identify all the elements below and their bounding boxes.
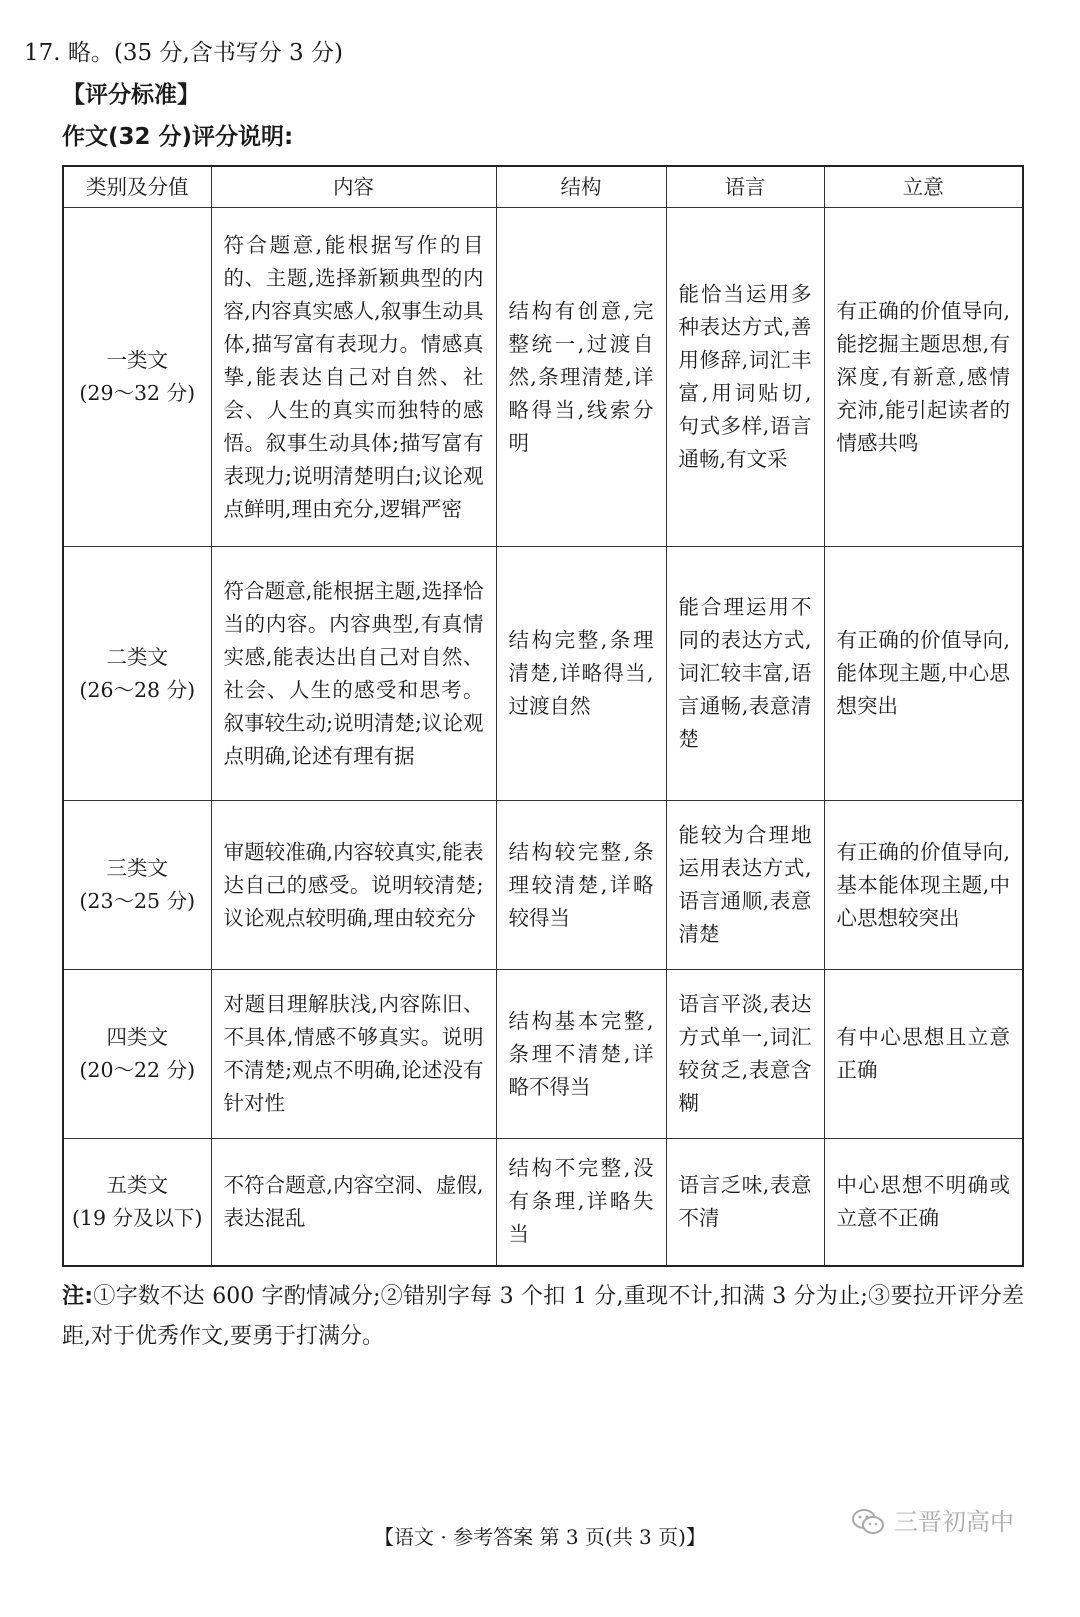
content-cell: 符合题意,能根据写作的目的、主题,选择新颖典型的内容,内容真实感人,叙事生动具体,描写富有表现力。情感真挚,能表达自己对自然、社会、人生的真实而独特的感悟。叙事生动具体;描写富有表现力;说明清楚明白;议论观点鲜明,理由充分,逻辑严密	[211, 208, 496, 547]
theme-cell: 有中心思想且立意正确	[824, 970, 1023, 1139]
category-score: (19 分及以下)	[71, 1205, 203, 1230]
header-language: 语言	[666, 166, 824, 208]
category-score: (29～32 分)	[79, 381, 196, 405]
table-row	[63, 801, 1023, 970]
question-line: 17. 略。(35 分,含书写分 3 分)	[24, 40, 343, 66]
category-name: 二类文	[106, 644, 168, 669]
table-row	[63, 1139, 1023, 1266]
category-score: (23～25 分)	[79, 889, 196, 913]
language-cell: 能恰当运用多种表达方式,善用修辞,词汇丰富,用词贴切,句式多样,语言通畅,有文采	[666, 208, 824, 547]
theme-cell: 有正确的价值导向,能挖掘主题思想,有深度,有新意,感情充沛,能引起读者的情感共鸣	[824, 208, 1023, 547]
scoring-note	[62, 1277, 1024, 1357]
header-content: 内容	[211, 166, 496, 208]
table-row	[63, 208, 1023, 547]
category-cell	[63, 208, 211, 547]
note-label: 注:	[62, 1284, 94, 1309]
category-cell	[63, 970, 211, 1139]
header-structure: 结构	[496, 166, 666, 208]
language-cell: 语言平淡,表达方式单一,词汇较贫乏,表意含糊	[666, 970, 824, 1139]
category-cell	[63, 801, 211, 970]
content-cell: 对题目理解肤浅,内容陈旧、不具体,情感不够真实。说明不清楚;观点不明确,论述没有针对性	[211, 970, 496, 1139]
category-name: 一类文	[106, 348, 168, 372]
structure-cell: 结构基本完整,条理不清楚,详略不得当	[496, 970, 666, 1139]
structure-cell: 结构有创意,完整统一,过渡自然,条理清楚,详略得当,线索分明	[496, 208, 666, 547]
watermark-text: 三晋初高中	[894, 1508, 1014, 1536]
scoring-standard-title: 【评分标准】	[62, 82, 200, 108]
header-category: 类别及分值	[63, 166, 211, 208]
language-cell: 能较为合理地运用表达方式,语言通顺,表意清楚	[666, 801, 824, 970]
essay-scoring-title: 作文(32 分)评分说明:	[62, 124, 294, 150]
category-name: 三类文	[106, 856, 168, 880]
content-cell: 不符合题意,内容空洞、虚假,表达混乱	[211, 1139, 496, 1266]
theme-cell: 中心思想不明确或立意不正确	[824, 1139, 1023, 1266]
table-row	[63, 970, 1023, 1139]
structure-cell: 结构不完整,没有条理,详略失当	[496, 1139, 666, 1266]
category-cell	[63, 1139, 211, 1266]
note-text: ①字数不达 600 字酌情减分;②错别字每 3 个扣 1 分,重现不计,扣满 3 分为止;③要拉开评分差距,对于优秀作文,要勇于打满分。	[62, 1284, 1024, 1349]
header-theme: 立意	[824, 166, 1023, 208]
table-header-row	[63, 166, 1023, 208]
category-score: (26～28 分)	[79, 677, 196, 702]
structure-cell: 结构完整,条理清楚,详略得当,过渡自然	[496, 547, 666, 801]
category-name: 四类文	[106, 1025, 168, 1049]
category-name: 五类文	[106, 1172, 168, 1197]
category-cell	[63, 547, 211, 801]
page-footer: 【语文 · 参考答案 第 3 页(共 3 页)】	[374, 1525, 706, 1549]
category-score: (20～22 分)	[79, 1058, 196, 1082]
table-row	[63, 547, 1023, 801]
theme-cell: 有正确的价值导向,能体现主题,中心思想突出	[824, 547, 1023, 801]
rubric-table	[62, 165, 1024, 1267]
content-cell: 符合题意,能根据主题,选择恰当的内容。内容典型,有真情实感,能表达出自己对自然、社会、人生的感受和思考。叙事较生动;说明清楚;议论观点明确,论述有理有据	[211, 547, 496, 801]
structure-cell: 结构较完整,条理较清楚,详略较得当	[496, 801, 666, 970]
language-cell: 语言乏味,表意不清	[666, 1139, 824, 1266]
language-cell: 能合理运用不同的表达方式,词汇较丰富,语言通畅,表意清楚	[666, 547, 824, 801]
theme-cell: 有正确的价值导向,基本能体现主题,中心思想较突出	[824, 801, 1023, 970]
content-cell: 审题较准确,内容较真实,能表达自己的感受。说明较清楚;议论观点较明确,理由较充分	[211, 801, 496, 970]
